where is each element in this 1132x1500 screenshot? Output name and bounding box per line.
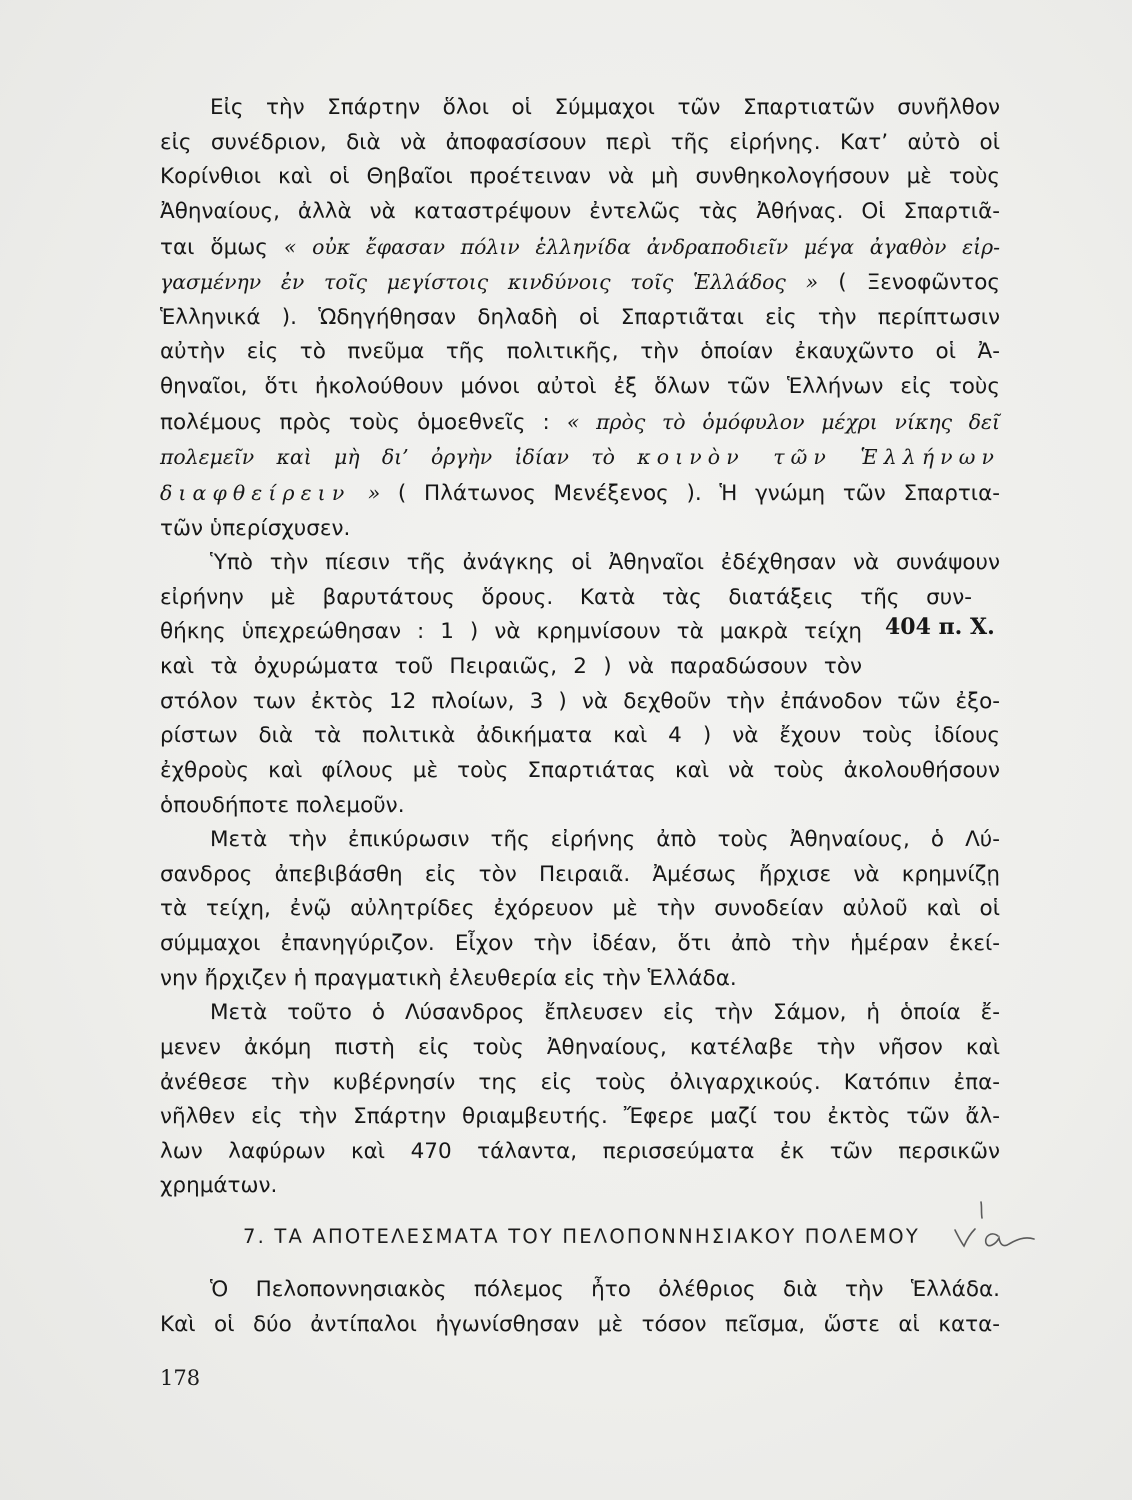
text-line [160, 160, 1000, 195]
text-segment: Κορίνθιοι καὶ οἱ Θηβαῖοι προέτειναν νὰ μὴ συνθηκολογήσουν μὲ τοὺς [160, 164, 1000, 190]
citation: ( Ξενοφῶντος [818, 270, 1001, 296]
text-segment: νῆλθεν εἰς τὴν Σπάρτην θριαμβευτής. Ἔφερε μαζί του ἐκτὸς τῶν ἄλ- [160, 1104, 1000, 1130]
text-segment: Ὁ Πελοποννησιακὸς πόλεμος ἦτο ὀλέθριος διὰ τὴν Ἑλλάδα. [210, 1277, 1000, 1302]
text-segment: Ὑπὸ τὴν πίεσιν τῆς ἀνάγκης οἱ Ἀθηναῖοι ἐδέχθησαν νὰ συνάψουν [210, 550, 1000, 576]
handwritten-pencil-mark [946, 1198, 1038, 1256]
pencil-stroke [981, 1202, 982, 1218]
text-segment: αὐτὴν εἰς τὸ πνεῦμα τῆς πολιτικῆς, τὴν ὁποίαν ἐκαυχῶντο οἱ Ἀ- [160, 339, 1000, 365]
pencil-stroke [955, 1229, 975, 1246]
text-segment: θηναῖοι, ὅτι ἠκολούθουν μόνοι αὐτοὶ ἐξ ὅλων τῶν Ἑλλήνων εἰς τοὺς [160, 374, 1000, 399]
text-segment: σανδρος ἀπεβιβάσθη εἰς τὸν Πειραιᾶ. Ἀμέσως ἤρχισε νὰ κρημνίζῃ [160, 861, 1000, 887]
text-line [160, 91, 1000, 126]
text-segment: σύμμαχοι ἐπανηγύριζον. Εἶχον τὴν ἰδέαν, ὅτι ἀπὸ τὴν ἡμέραν ἐκεί- [160, 931, 1000, 956]
quotation-plato: « πρὸς τὸ ὁμόφυλον μέχρι νίκης δεῖ [566, 409, 1000, 434]
pencil-stroke [986, 1234, 1034, 1246]
citation: ( Πλάτωνος Μενέξενος ). Ἡ γνώμη τῶν Σπαρτια- [380, 480, 1000, 506]
text-line [160, 512, 1000, 547]
text-segment: Εἰς τὴν Σπάρτην ὅλοι οἱ Σύμμαχοι τῶν Σπαρτιατῶν συνῆλθον [210, 95, 1000, 120]
text-line [160, 405, 1000, 441]
text-line [160, 1066, 1000, 1101]
text-segment: τῶν ὑπερίσχυσεν. [160, 515, 351, 541]
body-text [160, 91, 1000, 1204]
text-segment: Ἀθηναίους, ἀλλὰ νὰ καταστρέψουν ἐντελῶς τὰς Ἀθήνας. Οἱ Σπαρτιᾶ- [160, 198, 1000, 224]
text-line [160, 546, 1000, 581]
text-line [160, 927, 1000, 962]
text-line [160, 1135, 1000, 1170]
quotation-plato-spaced: διαφθείρειν [160, 480, 351, 505]
section-heading: 7. ΤΑ ΑΠΟΤΕΛΕΣΜΑΤΑ ΤΟΥ ΠΕΛΟΠΟΝΝΗΣΙΑΚΟΥ ΠΟΛΕΜΟΥ [243, 1225, 920, 1248]
text-line [160, 996, 1000, 1031]
margin-date-note: 404 π. Χ. [885, 614, 995, 640]
text-segment: τὰ τείχη, ἐνῷ αὐλητρίδες ἐχόρευον μὲ τὴν συνοδείαν αὐλοῦ καὶ οἱ [160, 896, 1000, 922]
text-line [160, 719, 1000, 754]
text-segment: εἰς συνέδριον, διὰ νὰ ἀποφασίσουν περὶ τῆς εἰρήνης. Κατ’ αὐτὸ οἱ [160, 129, 1000, 155]
text-segment: θήκης ὑπεχρεώθησαν : 1 ) νὰ κρημνίσουν τὰ μακρὰ τείχη [160, 619, 862, 645]
text-line [160, 650, 862, 685]
text-segment: χρημάτων. [160, 1173, 278, 1199]
text-segment: νην ἤρχιζεν ἡ πραγματικὴ ἐλευθερία εἰς τὴν Ἑλλάδα. [160, 965, 737, 991]
text-line [160, 615, 862, 650]
text-line [160, 892, 1000, 927]
text-line [160, 581, 972, 616]
text-segment: Μετὰ τὴν ἐπικύρωσιν τῆς εἰρήνης ἀπὸ τοὺς Ἀθηναίους, ὁ Λύ- [210, 827, 1000, 853]
text-line [160, 823, 1000, 858]
text-line [160, 1273, 1000, 1308]
text-line [160, 440, 1000, 476]
text-line [160, 754, 1000, 789]
quotation-plato: πολεμεῖν καὶ μὴ δι’ ὀργὴν ἰδίαν τὸ [160, 445, 638, 470]
quotation-plato-spaced: κοινὸν τῶν Ἑλλήνων [637, 445, 1000, 470]
text-segment: Καὶ οἱ δύο ἀντίπαλοι ἠγωνίσθησαν μὲ τόσον πεῖσμα, ὥστε αἱ κατα- [160, 1311, 1000, 1337]
text-segment: Ἑλληνικά ). Ὡδηγήθησαν δηλαδὴ οἱ Σπαρτιᾶται εἰς τὴν περίπτωσιν [160, 304, 1000, 330]
text-line [160, 265, 1000, 301]
quotation-plato: » [350, 480, 381, 505]
quotation-xenophon: γασμένην ἐν τοῖς μεγίστοις κινδύνοις τοῖς Ἑλλάδος » [160, 270, 819, 295]
text-segment: ται ὅμως [160, 234, 284, 260]
text-segment: Μετὰ τοῦτο ὁ Λύσανδρος ἔπλευσεν εἰς τὴν Σάμον, ἡ ὁποία ἔ- [210, 1000, 1000, 1026]
page-number: 178 [160, 1366, 201, 1390]
text-line [160, 1100, 1000, 1135]
text-segment: καὶ τὰ ὀχυρώματα τοῦ Πειραιῶς, 2 ) νὰ παραδώσουν τὸν [160, 654, 862, 679]
text-line [160, 126, 1000, 161]
text-line [160, 335, 1000, 370]
text-segment: πολέμους πρὸς τοὺς ὁμοεθνεῖς : [160, 409, 567, 435]
text-line [160, 1169, 1000, 1204]
text-segment: ὁπουδήποτε πολεμοῦν. [160, 792, 405, 818]
text-line [160, 195, 1000, 230]
text-segment: μενεν ἀκόμη πιστὴ εἰς τοὺς Ἀθηναίους, κατέλαβε τὴν νῆσον καὶ [160, 1034, 1000, 1060]
text-line [160, 230, 1000, 266]
text-line [160, 685, 1000, 720]
text-line [160, 1308, 1000, 1343]
text-segment: ἀνέθεσε τὴν κυβέρνησίν της εἰς τοὺς ὀλιγαρχικούς. Κατόπιν ἐπα- [160, 1069, 1000, 1095]
text-line [160, 370, 1000, 405]
quotation-xenophon: « οὐκ ἔφασαν πόλιν ἑλληνίδα ἀνδραποδιεῖν μέγα ἀγαθὸν εἰρ- [283, 234, 1000, 259]
text-line [160, 301, 1000, 336]
text-segment: λων λαφύρων καὶ 470 τάλαντα, περισσεύματα ἐκ τῶν περσικῶν [160, 1138, 1000, 1164]
text-segment: εἰρήνην μὲ βαρυτάτους ὅρους. Κατὰ τὰς διατάξεις τῆς συν- [160, 584, 972, 610]
text-segment: στόλον των ἐκτὸς 12 πλοίων, 3 ) νὰ δεχθοῦν τὴν ἐπάνοδον τῶν ἐξο- [160, 688, 1000, 714]
text-line [160, 858, 1000, 893]
text-line [160, 962, 1000, 997]
text-line [160, 476, 1000, 512]
text-segment: ρίστων διὰ τὰ πολιτικὰ ἀδικήματα καὶ 4 ) νὰ ἔχουν τοὺς ἰδίους [160, 723, 1000, 749]
text-segment: ἐχθροὺς καὶ φίλους μὲ τοὺς Σπαρτιάτας καὶ νὰ τοὺς ἀκολουθήσουν [160, 757, 1000, 783]
text-line [160, 1031, 1000, 1066]
closing-text [160, 1273, 1000, 1342]
text-line [160, 789, 1000, 824]
